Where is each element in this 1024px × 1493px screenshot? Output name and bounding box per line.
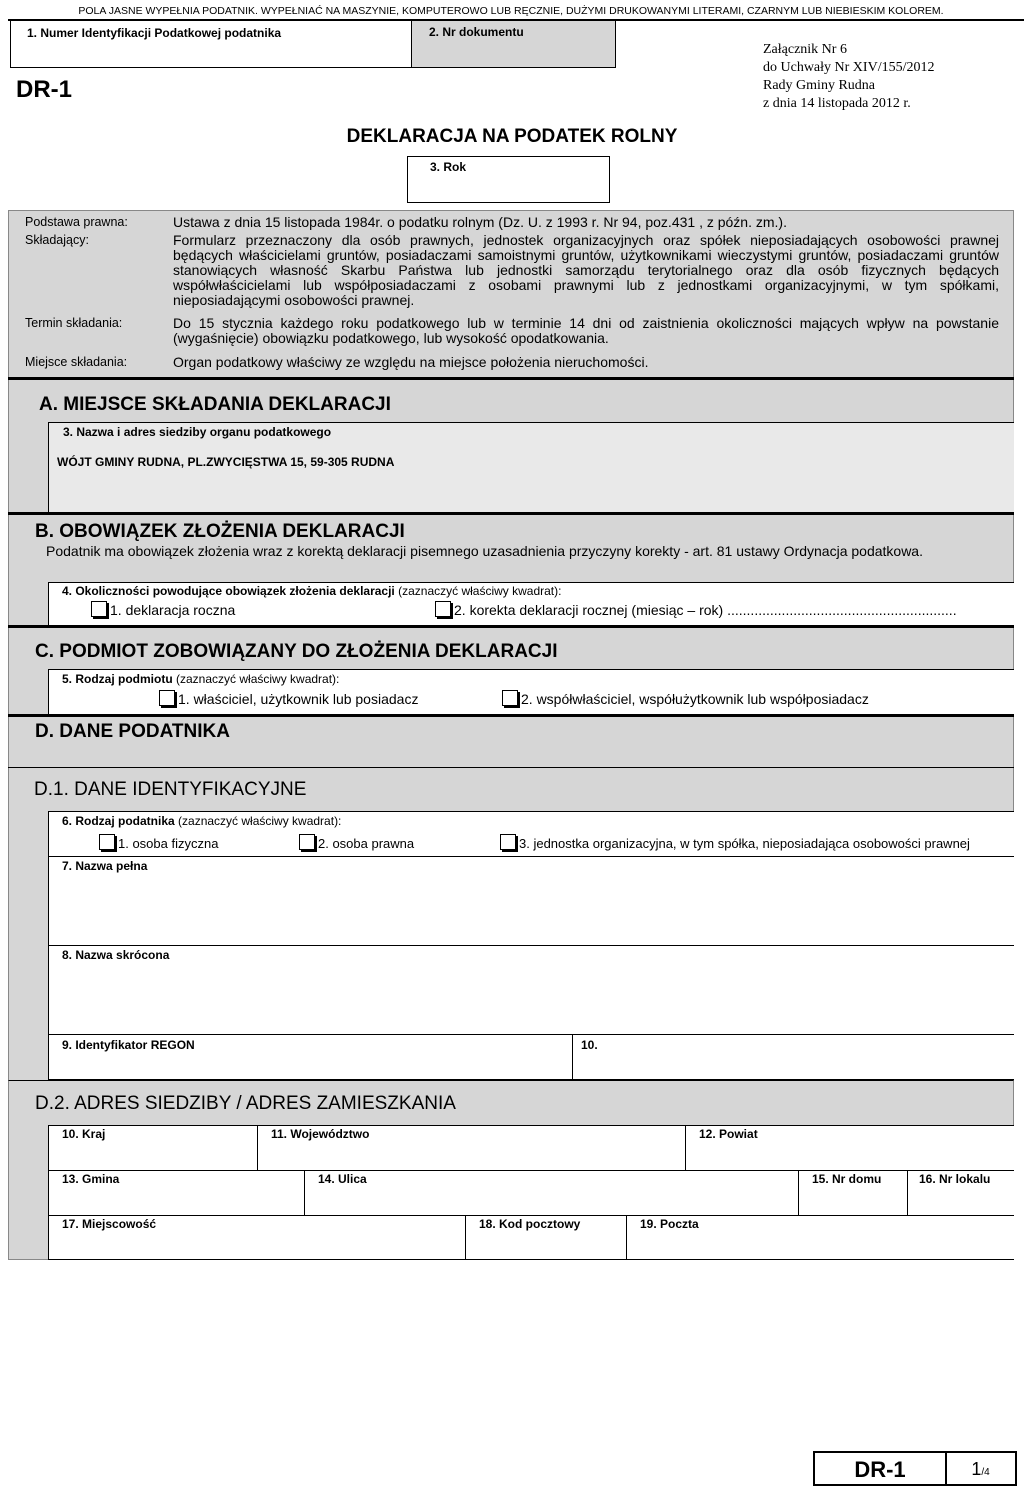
year-field[interactable] [407, 156, 610, 203]
annex-line-3: Rady Gminy Rudna [763, 78, 875, 93]
county-field[interactable] [685, 1125, 1014, 1171]
field-10-label: 10. [581, 1038, 598, 1052]
house-number-field[interactable] [798, 1170, 908, 1216]
section-a-title: A. MIEJSCE SKŁADANIA DEKLARACJI [39, 394, 391, 415]
annex-line-1: Załącznik Nr 6 [763, 42, 847, 57]
option-org-unit-label: 3. jednostka organizacyjna, w tym spółka, nieposiadająca osobowości prawnej [519, 836, 970, 851]
page-number: 1 [971, 1459, 982, 1479]
option-annual-label: 1. deklaracja roczna [110, 602, 236, 618]
obligation-label-text: 4. Okoliczności powodujące obowiązek złożenia deklaracji [62, 584, 395, 598]
apartment-number-field[interactable] [907, 1170, 1014, 1216]
entity-type-hint: (zaznaczyć właściwy kwadrat): [172, 672, 340, 686]
option-legal-person-label: 2. osoba prawna [318, 836, 415, 851]
taxpayer-type-label-text: 6. Rodzaj podatnika [62, 814, 175, 828]
short-name-label: 8. Nazwa skrócona [62, 948, 170, 962]
option-owner[interactable] [159, 690, 418, 707]
full-name-label: 7. Nazwa pełna [62, 859, 148, 873]
county-label: 12. Powiat [699, 1127, 758, 1141]
tax-office-value: WÓJT GMINY RUDNA, PL.ZWYCIĘSTWA 15, 59-305 RUDNA [57, 455, 395, 469]
page-indicator [945, 1451, 1017, 1486]
obligation-hint: (zaznaczyć właściwy kwadrat): [394, 584, 562, 598]
place-value: Organ podatkowy właściwy ze względu na miejsce położenia nieruchomości. [173, 354, 649, 370]
post-office-label: 19. Poczta [640, 1217, 699, 1231]
checkbox-icon[interactable] [91, 601, 107, 617]
checkbox-icon[interactable] [435, 601, 451, 617]
checkbox-icon[interactable] [159, 690, 175, 706]
option-natural-person[interactable] [99, 834, 218, 851]
legal-basis-key: Podstawa prawna: [25, 215, 128, 229]
option-owner-label: 1. właściciel, użytkownik lub posiadacz [178, 691, 419, 707]
country-label: 10. Kraj [62, 1127, 106, 1141]
option-org-unit[interactable] [500, 834, 970, 851]
checkbox-icon[interactable] [99, 834, 115, 850]
regon-field[interactable] [48, 1034, 573, 1080]
legal-basis-value: Ustawa z dnia 15 listopada 1984r. o podatku rolnym (Dz. U. z 1993 r. Nr 94, poz.431 , z późn. zm.). [173, 214, 787, 230]
checkbox-icon[interactable] [299, 834, 315, 850]
voivodeship-field[interactable] [257, 1125, 686, 1171]
entity-type-field [48, 669, 1014, 715]
tax-office-label: 3. Nazwa i adres siedziby organu podatkowego [63, 425, 332, 439]
option-legal-person[interactable] [299, 834, 414, 851]
post-office-field[interactable] [626, 1215, 1014, 1260]
section-d [8, 717, 1014, 768]
voivodeship-label: 11. Województwo [271, 1127, 370, 1141]
footer-form-code: DR-1 [854, 1457, 906, 1482]
tax-office-field [48, 422, 1014, 512]
section-d2-title: D.2. ADRES SIEDZIBY / ADRES ZAMIESZKANIA [35, 1093, 456, 1114]
option-correction-label: 2. korekta deklaracji rocznej (miesiąc – rok) ........................................................... [454, 602, 957, 618]
entity-type-label [62, 672, 339, 686]
taxpayer-type-label [62, 814, 341, 828]
deadline-value: Do 15 stycznia każdego roku podatkowego lub w terminie 14 dni od zaistnienia okoliczności mających wpływ na powstanie (wygaśnięcie) obowiązku podatkowego, lub wysokość opodatkowania. [173, 315, 999, 346]
year-label: 3. Rok [430, 160, 467, 174]
page-total: /4 [981, 1467, 990, 1478]
nip-field[interactable] [10, 21, 412, 68]
taxpayer-type-field [48, 811, 1014, 857]
option-co-owner[interactable] [502, 690, 869, 707]
filer-value: Formularz przeznaczony dla osób prawnych, jednostek organizacyjnych oraz spółek nieposiadających osobowości prawnej będących właścicielami gruntów, posiadaczami samoistnymi gruntów, użytkownikami wieczystymi gruntów, posiadaczami gruntów stanowiących własność Skarbu Państwa lub jednostki samorządu terytorialnego oraz dla osób fizycznych będących współwłaścicielami lub współposiadaczami z osobami prawnymi lub z jednostkami organizacyjnymi, w tym spółkami, nieposiadającymi osobowości prawnej. [173, 232, 999, 308]
doc-number-field [411, 21, 616, 68]
option-correction[interactable] [435, 601, 957, 618]
form-code: DR-1 [16, 76, 73, 103]
section-b-title: B. OBOWIĄZEK ZŁOŻENIA DEKLARACJI [35, 521, 405, 542]
checkbox-icon[interactable] [502, 690, 518, 706]
house-number-label: 15. Nr domu [812, 1172, 882, 1186]
country-field[interactable] [48, 1125, 258, 1171]
nip-label: 1. Numer Identyfikacji Podatkowej podatnika [27, 26, 282, 40]
option-co-owner-label: 2. współwłaściciel, współużytkownik lub współposiadacz [521, 691, 869, 707]
commune-label: 13. Gmina [62, 1172, 120, 1186]
section-d-title: D. DANE PODATNIKA [35, 721, 230, 742]
option-natural-person-label: 1. osoba fizyczna [118, 836, 219, 851]
page-title: DEKLARACJA NA PODATEK ROLNY [346, 126, 678, 147]
footer-form-code-box [813, 1451, 947, 1486]
deadline-key: Termin składania: [25, 316, 123, 330]
short-name-field[interactable] [48, 945, 1014, 1035]
locality-field[interactable] [48, 1215, 466, 1260]
annex-line-4: z dnia 14 listopada 2012 r. [763, 96, 911, 111]
section-c-title: C. PODMIOT ZOBOWIĄZANY DO ZŁOŻENIA DEKLARACJI [35, 641, 558, 662]
doc-number-label: 2. Nr dokumentu [429, 25, 524, 39]
checkbox-icon[interactable] [500, 834, 516, 850]
section-d1-title: D.1. DANE IDENTYFIKACYJNE [34, 779, 307, 800]
place-key: Miejsce składania: [25, 355, 128, 369]
regon-label: 9. Identyfikator REGON [62, 1038, 195, 1052]
postal-code-label: 18. Kod pocztowy [479, 1217, 581, 1231]
option-annual[interactable] [91, 601, 235, 618]
full-name-field[interactable] [48, 856, 1014, 946]
header-instruction: POLA JASNE WYPEŁNIA PODATNIK. WYPEŁNIAĆ NA MASZYNIE, KOMPUTEROWO LUB RĘCZNIE, DUŻYMI DRUKOWANYMI LITERAMI, CZARNYM LUB NIEBIESKIM KOLOREM. [78, 5, 944, 17]
commune-field[interactable] [48, 1170, 305, 1216]
field-10[interactable] [572, 1034, 1014, 1080]
locality-label: 17. Miejscowość [62, 1217, 157, 1231]
apartment-number-label: 16. Nr lokalu [919, 1172, 991, 1186]
section-b-note: Podatnik ma obowiązek złożenia wraz z korektą deklaracji pisemnego uzasadnienia przyczyny korekty - art. 81 ustawy Ordynacja podatkowa. [46, 543, 923, 559]
filer-key: Składający: [25, 233, 89, 247]
entity-type-label-text: 5. Rodzaj podmiotu [62, 672, 173, 686]
street-field[interactable] [304, 1170, 799, 1216]
obligation-label [62, 584, 561, 598]
taxpayer-type-hint: (zaznaczyć właściwy kwadrat): [174, 814, 342, 828]
obligation-field [48, 582, 1014, 626]
annex-note [763, 41, 934, 113]
street-label: 14. Ulica [318, 1172, 367, 1186]
postal-code-field[interactable] [465, 1215, 627, 1260]
annex-line-2: do Uchwały Nr XIV/155/2012 [763, 60, 935, 75]
